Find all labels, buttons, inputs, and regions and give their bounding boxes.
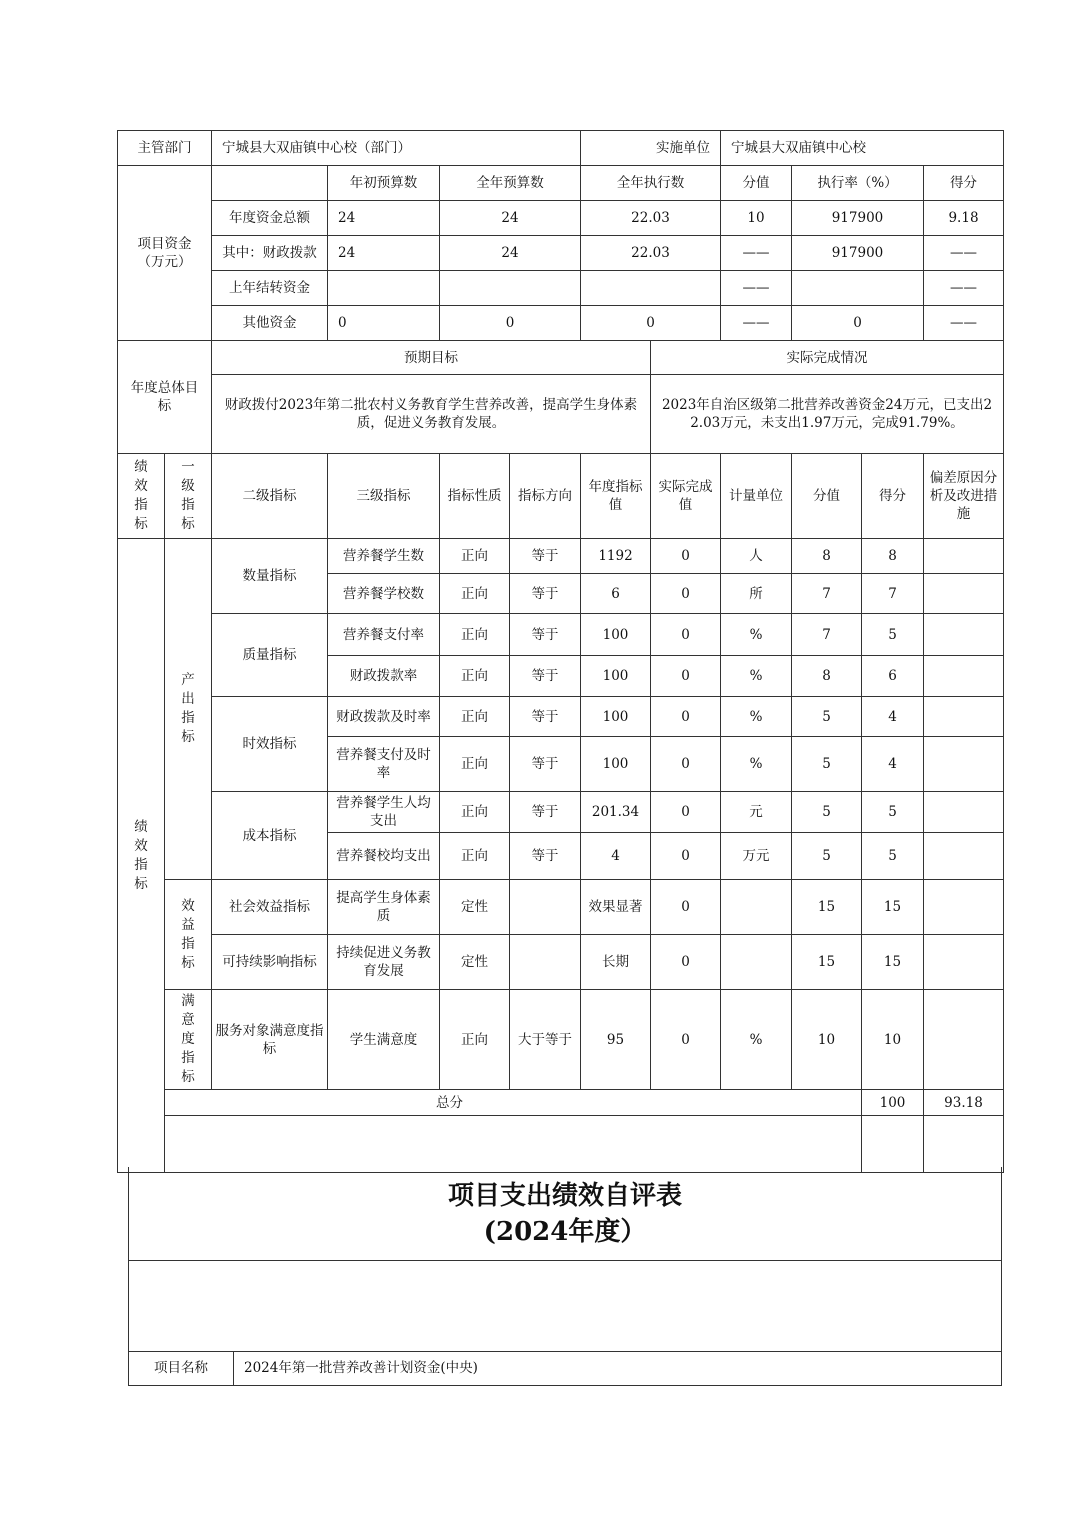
form-year: (2024年度） — [483, 1217, 647, 1248]
indicator-weight: 5 — [792, 697, 862, 737]
funds-cell: —— — [924, 236, 1004, 271]
indicator-score: 15 — [862, 880, 924, 935]
funds-cell: 917900 — [792, 201, 924, 236]
total-score: 93.18 — [924, 1090, 1004, 1116]
indicator-nature: 正向 — [440, 697, 510, 737]
indicator-actual: 0 — [651, 697, 721, 737]
indicator-nature: 正向 — [440, 539, 510, 574]
goals-header-row — [118, 341, 1004, 375]
indicator-unit: % — [721, 737, 792, 792]
funds-row-label: 上年结转资金 — [212, 271, 328, 306]
indicator-direction: 等于 — [510, 792, 581, 833]
funds-cell: 22.03 — [581, 236, 721, 271]
level2-indicator: 时效指标 — [212, 697, 328, 792]
actual-completion-label: 实际完成情况 — [651, 341, 1004, 375]
level1-benefit: 效益指标 — [165, 880, 212, 990]
indicator-header: 一级指标 — [165, 454, 212, 539]
funds-col-5: 得分 — [924, 166, 1004, 201]
indicator-weight: 8 — [792, 656, 862, 697]
second-form-blank-row — [129, 1260, 1002, 1351]
indicator-direction: 等于 — [510, 833, 581, 880]
funds-cell: 24 — [328, 201, 440, 236]
indicator-target: 100 — [581, 656, 651, 697]
indicator-score: 4 — [862, 737, 924, 792]
impl-value: 宁城县大双庙镇中心校 — [721, 131, 1004, 166]
indicator-weight: 7 — [792, 614, 862, 656]
indicator-unit: % — [721, 697, 792, 737]
level3-indicator: 营养餐学校数 — [328, 574, 440, 614]
indicator-score: 7 — [862, 574, 924, 614]
indicator-weight: 5 — [792, 737, 862, 792]
indicator-target: 100 — [581, 697, 651, 737]
indicator-weight: 5 — [792, 833, 862, 880]
indicator-weight: 15 — [792, 880, 862, 935]
funds-cell: 0 — [792, 306, 924, 341]
funds-cell: 0 — [440, 306, 581, 341]
expected-goal-text: 财政拨付2023年第二批农村义务教育学生营养改善，提高学生身体素质，促进义务教育发展。 — [212, 375, 651, 454]
funds-col-4: 执行率（%） — [792, 166, 924, 201]
level2-indicator: 服务对象满意度指标 — [212, 990, 328, 1090]
indicator-header: 分值 — [792, 454, 862, 539]
funds-row — [118, 306, 1004, 341]
level1-output: 产出指标 — [165, 539, 212, 880]
indicator-weight: 10 — [792, 990, 862, 1090]
indicator-nature: 正向 — [440, 737, 510, 792]
indicator-target: 长期 — [581, 935, 651, 990]
indicator-actual: 0 — [651, 574, 721, 614]
funds-cell — [792, 271, 924, 306]
indicator-direction — [510, 935, 581, 990]
indicator-target: 95 — [581, 990, 651, 1090]
indicator-note — [924, 574, 1004, 614]
indicator-note — [924, 656, 1004, 697]
funds-cell: 9.18 — [924, 201, 1004, 236]
funds-col-2: 全年执行数 — [581, 166, 721, 201]
level1-satisfaction: 满意度指标 — [165, 990, 212, 1090]
funds-cell: 22.03 — [581, 201, 721, 236]
level3-indicator: 营养餐支付及时率 — [328, 737, 440, 792]
blank-cell — [129, 1260, 1002, 1351]
indicator-unit: % — [721, 614, 792, 656]
funds-cell: —— — [721, 306, 792, 341]
funds-col-0: 年初预算数 — [328, 166, 440, 201]
indicator-header: 指标方向 — [510, 454, 581, 539]
indicator-unit: 人 — [721, 539, 792, 574]
indicator-target: 1192 — [581, 539, 651, 574]
indicator-actual: 0 — [651, 935, 721, 990]
indicator-header: 偏差原因分析及改进措施 — [924, 454, 1004, 539]
indicator-direction: 等于 — [510, 737, 581, 792]
level3-indicator: 营养餐支付率 — [328, 614, 440, 656]
level3-indicator: 学生满意度 — [328, 990, 440, 1090]
indicators-section-label: 绩效指标 — [118, 539, 165, 1173]
funds-col-3: 分值 — [721, 166, 792, 201]
indicator-actual: 0 — [651, 880, 721, 935]
indicator-actual: 0 — [651, 737, 721, 792]
funds-row-label: 其中：财政拨款 — [212, 236, 328, 271]
funds-cell — [440, 271, 581, 306]
funds-cell: —— — [924, 271, 1004, 306]
performance-table — [117, 130, 1004, 1173]
second-form-title-row — [129, 1167, 1002, 1260]
indicator-weight: 5 — [792, 792, 862, 833]
indicator-header: 绩效指标 — [118, 454, 165, 539]
indicator-direction: 等于 — [510, 539, 581, 574]
goals-section-label: 年度总体目标 — [118, 341, 212, 454]
indicator-target: 效果显著 — [581, 880, 651, 935]
funds-cell: 10 — [721, 201, 792, 236]
indicator-row — [118, 792, 1004, 833]
indicator-row — [118, 990, 1004, 1090]
indicator-actual: 0 — [651, 656, 721, 697]
indicator-score: 5 — [862, 792, 924, 833]
funds-row — [118, 236, 1004, 271]
indicator-unit: % — [721, 656, 792, 697]
expected-goal-label: 预期目标 — [212, 341, 651, 375]
funds-cell: 0 — [581, 306, 721, 341]
indicator-nature: 定性 — [440, 935, 510, 990]
indicator-note — [924, 792, 1004, 833]
indicator-target: 100 — [581, 614, 651, 656]
dept-value: 宁城县大双庙镇中心校（部门） — [212, 131, 581, 166]
blank-row — [118, 1116, 1004, 1173]
indicator-direction — [510, 880, 581, 935]
indicator-actual: 0 — [651, 792, 721, 833]
indicator-weight: 7 — [792, 574, 862, 614]
indicator-target: 4 — [581, 833, 651, 880]
indicator-target: 201.34 — [581, 792, 651, 833]
indicator-direction: 大于等于 — [510, 990, 581, 1090]
total-label: 总分 — [165, 1090, 862, 1116]
level2-indicator: 可持续影响指标 — [212, 935, 328, 990]
funds-row — [118, 201, 1004, 236]
total-row — [118, 1090, 1004, 1116]
funds-cell: 917900 — [792, 236, 924, 271]
indicator-nature: 正向 — [440, 990, 510, 1090]
indicator-header: 年度指标值 — [581, 454, 651, 539]
indicator-unit: % — [721, 990, 792, 1090]
indicator-header: 指标性质 — [440, 454, 510, 539]
funds-cell: 24 — [440, 201, 581, 236]
indicator-header: 得分 — [862, 454, 924, 539]
level2-indicator: 成本指标 — [212, 792, 328, 880]
indicator-target: 100 — [581, 737, 651, 792]
indicator-score: 6 — [862, 656, 924, 697]
indicator-note — [924, 880, 1004, 935]
second-form-title-cell — [129, 1167, 1002, 1260]
indicator-header: 二级指标 — [212, 454, 328, 539]
level3-indicator: 提高学生身体素质 — [328, 880, 440, 935]
indicator-score: 8 — [862, 539, 924, 574]
indicator-note — [924, 539, 1004, 574]
funds-cell — [581, 271, 721, 306]
indicator-nature: 正向 — [440, 833, 510, 880]
indicator-note — [924, 935, 1004, 990]
indicator-direction: 等于 — [510, 697, 581, 737]
indicator-direction: 等于 — [510, 656, 581, 697]
indicator-actual: 0 — [651, 990, 721, 1090]
indicator-actual: 0 — [651, 833, 721, 880]
second-form-table — [128, 1167, 1002, 1386]
indicator-score: 15 — [862, 935, 924, 990]
indicator-header: 实际完成值 — [651, 454, 721, 539]
indicator-row — [118, 935, 1004, 990]
indicator-nature: 正向 — [440, 792, 510, 833]
actual-completion-text: 2023年自治区级第二批营养改善资金24万元，已支出22.03万元，未支出1.97万元，完成91.79%。 — [651, 375, 1004, 454]
form-title: 项目支出绩效自评表 — [448, 1181, 683, 1212]
indicator-direction: 等于 — [510, 614, 581, 656]
indicator-note — [924, 614, 1004, 656]
dept-label: 主管部门 — [118, 131, 212, 166]
indicator-header-row — [118, 454, 1004, 539]
level2-indicator: 数量指标 — [212, 539, 328, 614]
indicator-weight: 15 — [792, 935, 862, 990]
level3-indicator: 持续促进义务教育发展 — [328, 935, 440, 990]
indicator-row — [118, 697, 1004, 737]
funds-cell: 24 — [328, 236, 440, 271]
indicator-row — [118, 539, 1004, 574]
level3-indicator: 营养餐学生人均支出 — [328, 792, 440, 833]
project-name-label: 项目名称 — [129, 1351, 234, 1385]
indicator-nature: 定性 — [440, 880, 510, 935]
project-name-row — [129, 1351, 1002, 1385]
header-row — [118, 131, 1004, 166]
indicator-row — [118, 880, 1004, 935]
indicator-header: 三级指标 — [328, 454, 440, 539]
indicator-actual: 0 — [651, 539, 721, 574]
indicator-score: 5 — [862, 833, 924, 880]
indicator-direction: 等于 — [510, 574, 581, 614]
funds-cell: —— — [924, 306, 1004, 341]
funds-cell: —— — [721, 271, 792, 306]
funds-empty-header — [212, 166, 328, 201]
indicator-score: 5 — [862, 614, 924, 656]
indicator-score: 10 — [862, 990, 924, 1090]
indicator-weight: 8 — [792, 539, 862, 574]
indicator-note — [924, 833, 1004, 880]
blank-cell — [862, 1116, 924, 1173]
indicator-score: 4 — [862, 697, 924, 737]
funds-col-1: 全年预算数 — [440, 166, 581, 201]
funds-section-label: 项目资金（万元） — [118, 166, 212, 341]
blank-cell — [165, 1116, 862, 1173]
funds-row-label: 其他资金 — [212, 306, 328, 341]
level3-indicator: 营养餐学生数 — [328, 539, 440, 574]
indicator-unit: 所 — [721, 574, 792, 614]
indicator-note — [924, 697, 1004, 737]
indicator-nature: 正向 — [440, 656, 510, 697]
indicator-unit: 元 — [721, 792, 792, 833]
level3-indicator: 营养餐校均支出 — [328, 833, 440, 880]
goals-text-row — [118, 375, 1004, 454]
project-name-value: 2024年第一批营养改善计划资金(中央) — [234, 1351, 1002, 1385]
funds-cell — [328, 271, 440, 306]
impl-label: 实施单位 — [581, 131, 721, 166]
funds-row-label: 年度资金总额 — [212, 201, 328, 236]
indicator-unit — [721, 880, 792, 935]
funds-cell: 24 — [440, 236, 581, 271]
funds-header-row — [118, 166, 1004, 201]
indicator-nature: 正向 — [440, 614, 510, 656]
indicator-unit: 万元 — [721, 833, 792, 880]
level3-indicator: 财政拨款率 — [328, 656, 440, 697]
indicator-header: 计量单位 — [721, 454, 792, 539]
indicator-nature: 正向 — [440, 574, 510, 614]
indicator-unit — [721, 935, 792, 990]
funds-cell: —— — [721, 236, 792, 271]
indicator-target: 6 — [581, 574, 651, 614]
indicator-note — [924, 737, 1004, 792]
indicator-actual: 0 — [651, 614, 721, 656]
total-weight: 100 — [862, 1090, 924, 1116]
funds-cell: 0 — [328, 306, 440, 341]
level3-indicator: 财政拨款及时率 — [328, 697, 440, 737]
indicator-note — [924, 990, 1004, 1090]
level2-indicator: 社会效益指标 — [212, 880, 328, 935]
funds-row — [118, 271, 1004, 306]
level2-indicator: 质量指标 — [212, 614, 328, 697]
indicator-row — [118, 614, 1004, 656]
blank-cell — [924, 1116, 1004, 1173]
